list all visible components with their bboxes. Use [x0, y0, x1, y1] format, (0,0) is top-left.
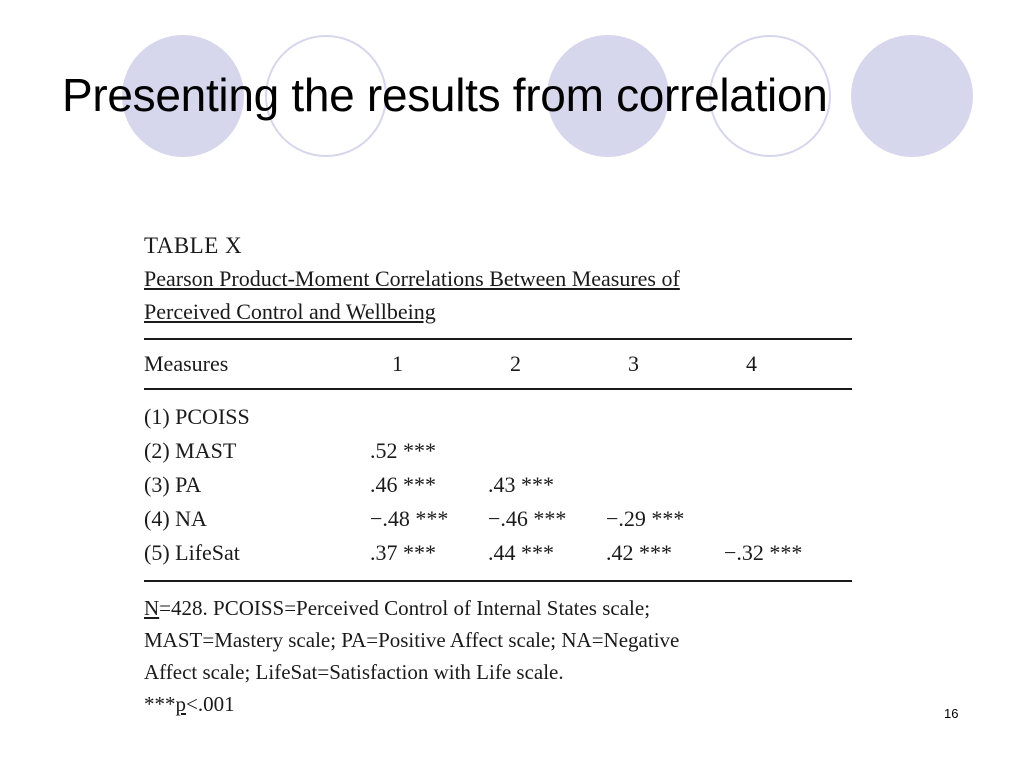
table-header-row: [144, 340, 852, 388]
bottom-rule: [144, 580, 852, 582]
header-measures: Measures: [144, 351, 229, 376]
header-col-2: 2: [510, 351, 521, 376]
row-measure: (4) NA: [144, 506, 207, 531]
table-notes: [144, 592, 852, 720]
row-measure: (3) PA: [144, 472, 202, 497]
note-n-symbol: N: [144, 596, 160, 620]
caption-line-2: Perceived Control and Wellbeing: [144, 299, 436, 324]
table-caption: [144, 262, 852, 328]
header-col-4: 4: [746, 351, 757, 376]
cell: .43 ***: [488, 472, 554, 497]
note-sig-threshold: <.001: [186, 692, 235, 716]
note-significance: [144, 688, 852, 720]
table-label: TABLE X: [144, 233, 243, 258]
slide-title: Presenting the results from correlation: [62, 69, 828, 121]
note-sig-p: p: [175, 692, 186, 716]
header-col-3: 3: [628, 351, 639, 376]
note-line-3: Affect scale; LifeSat=Satisfaction with Life scale.: [144, 660, 564, 684]
page-number: 16: [944, 706, 959, 721]
row-measure: (1) PCOISS: [144, 404, 250, 429]
caption-line-1: Pearson Product-Moment Correlations Between Measures of: [144, 266, 680, 291]
cell: −.46 ***: [488, 506, 567, 531]
cell: .44 ***: [488, 540, 554, 565]
note-sig-stars: ***: [144, 692, 176, 716]
table-row: [144, 468, 852, 502]
cell: −.32 ***: [724, 540, 803, 565]
table-row: [144, 400, 852, 434]
cell: −.48 ***: [370, 506, 449, 531]
correlation-table: [144, 230, 852, 720]
cell: .52 ***: [370, 438, 436, 463]
note-line-2: MAST=Mastery scale; PA=Positive Affect scale; NA=Negative: [144, 628, 680, 652]
cell: −.29 ***: [606, 506, 685, 531]
note-line-1: [144, 592, 852, 624]
cell: .37 ***: [370, 540, 436, 565]
table-row: [144, 502, 852, 536]
row-measure: (5) LifeSat: [144, 540, 240, 565]
cell: .46 ***: [370, 472, 436, 497]
decorative-circle: [851, 35, 973, 157]
table-row: [144, 434, 852, 468]
table-body: [144, 390, 852, 580]
header-col-1: 1: [392, 351, 403, 376]
cell: .42 ***: [606, 540, 672, 565]
note-line-1-text: =428. PCOISS=Perceived Control of Internal States scale;: [159, 596, 651, 620]
row-measure: (2) MAST: [144, 438, 237, 463]
table-row: [144, 536, 852, 570]
